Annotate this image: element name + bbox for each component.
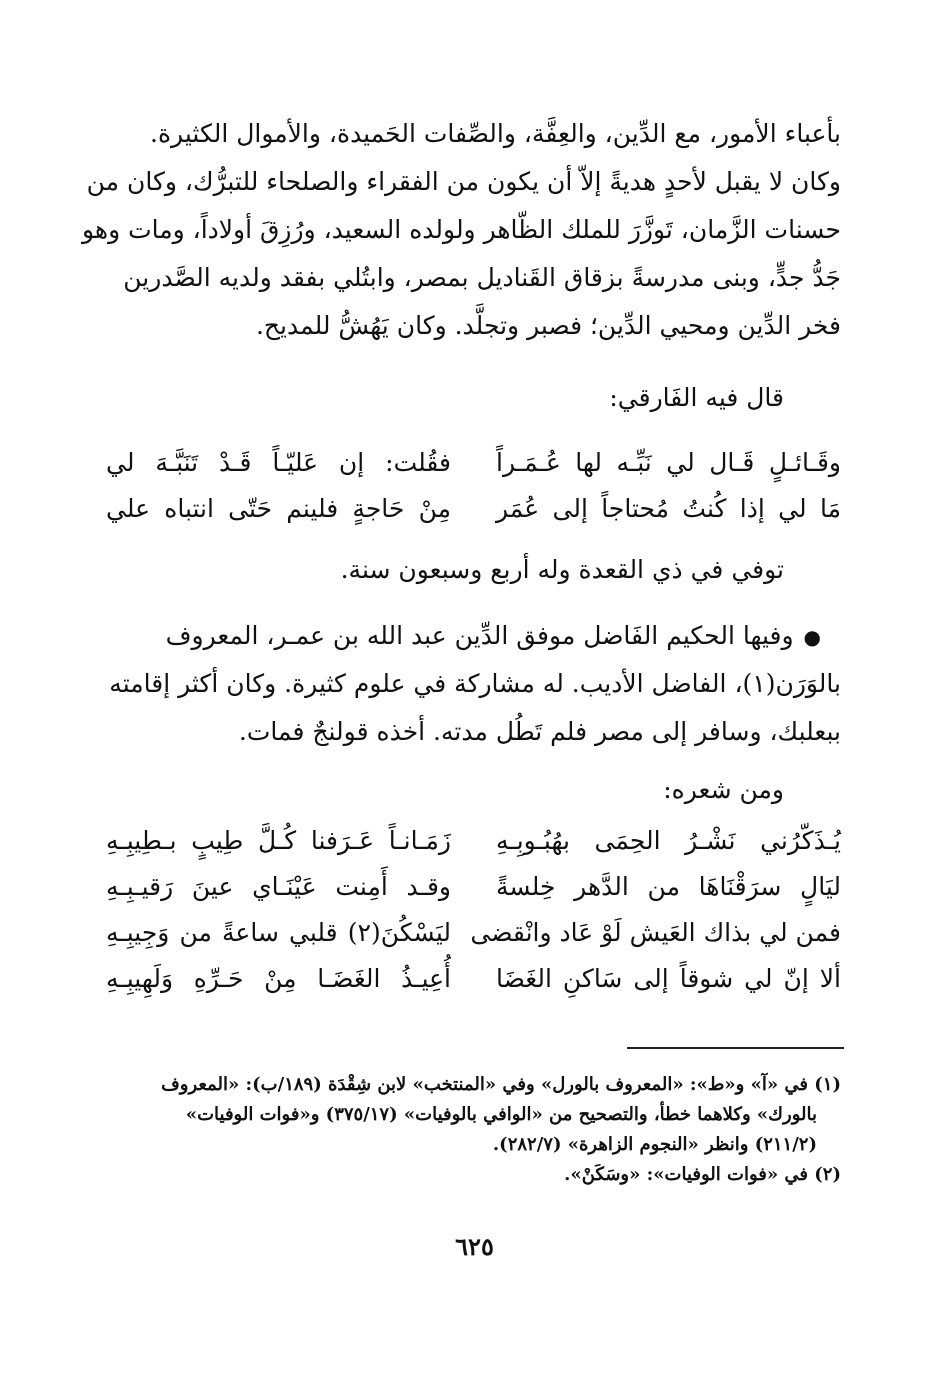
footnotes — [101, 1070, 841, 1190]
death-note: توفي في ذي القعدة وله أربع وسبعون سنة. — [340, 555, 784, 584]
text-line: حسنات الزَّمان، تَوزَّرَ للملك الظّاهر ولولده السعيد، ورُزِقَ أولاداً، ومات وهو — [81, 215, 841, 244]
verse-hemistich: وقَـائـلٍ قَـال لي نَبِّـه لها عُـمَـراً — [496, 448, 841, 477]
poem-2-intro: ومن شعره: — [663, 775, 784, 804]
verse-hemistich: وقـد أَمِنت عَيْنَـاي عينَ رَقيـبِـهِ — [106, 872, 451, 901]
poem-1 — [106, 440, 841, 532]
footnote-line: بالورك» وكلاهما خطأ، والتصحيح من «الوافي بالوفيات» (٣٧٥/١٧) و«فوات الوفيات» — [185, 1104, 817, 1125]
verse-hemistich: ليَالٍ سرَقْنَاهَا من الدَّهر خِلسةً — [496, 872, 841, 901]
verse-line — [106, 864, 841, 910]
verse-line — [106, 486, 841, 532]
verse-hemistich: أُعِيـذُ الغَضَـا مِنْ حَـرِّهِ وَلَهِيبِـهِ — [106, 964, 451, 993]
footnote-line: (٢١١/٢) وانظر «النجوم الزاهرة» (٢٨٢/٧). — [492, 1134, 817, 1155]
verse-hemistich: يُـذَكّرُني نَشْـرُ الحِمَى بهُبُـوبِـهِ — [496, 826, 841, 855]
footnote-line: (١) في «آ» و«ط»: «المعروف بالورل» وفي «المنتخب» لابن شِقْدَة (١٨٩/ب): «المعروف — [161, 1074, 841, 1095]
verse-line — [106, 910, 841, 956]
text-line-body: وفيها الحكيم الفَاضل موفق الدِّين عبد الله بن عمـر، المعروف — [165, 621, 794, 650]
footnote-divider — [627, 1047, 844, 1049]
text-line: فخر الدِّين ومحيي الدِّين؛ فصبر وتجلَّد. وكان يَهُشُّ للمديح. — [255, 311, 841, 340]
page-number: ٦٢٥ — [455, 1232, 494, 1261]
verse-hemistich: مَا لي إذا كُنتُ مُحتاجاً إلى عُمَر — [496, 494, 841, 523]
verse-line — [106, 440, 841, 486]
text-line: بأعباء الأمور، مع الدِّين، والعِفَّة، والصِّفات الحَميدة، والأموال الكثيرة. — [150, 119, 841, 148]
verse-hemistich: ليَسْكُنَ(٢) قلبي ساعةً من وَجِيبِـهِ — [106, 918, 451, 947]
poem-1-intro: قال فيه الفَارقي: — [609, 383, 784, 412]
text-line: جَدُّ جدٍّ، وبنى مدرسةً بزقاق القَناديل بمصر، وابتُلي بفقد ولديه الصَّدرين — [123, 263, 841, 292]
verse-hemistich: ألا إنّ لي شوقاً إلى سَاكنِ الغَضَا — [496, 964, 841, 993]
poem-2 — [106, 818, 841, 1002]
bullet-icon: ● — [803, 625, 821, 649]
verse-hemistich: زَمَـانـاً عَـرَفنا كُـلَّ طِيبٍ بـطِيبِـهِ — [106, 826, 451, 855]
paragraph-2 — [106, 612, 841, 756]
verse-hemistich: فمن لي بذاك العَيش لَوْ عَاد وانْقضى — [470, 918, 841, 947]
text-line: وكان لا يقبل لأحدٍ هديةً إلاّ أن يكون من الفقراء والصلحاء للتبرُّك، وكان من — [86, 167, 841, 196]
verse-hemistich: فقُلت: إن عَليّـاً قَـدْ تَنَبَّـهَ لي — [106, 448, 451, 477]
text-line — [106, 612, 841, 660]
text-line: ببعلبك، وسافر إلى مصر فلم تَطُل مدته. أخذه قولنجٌ فمات. — [238, 717, 841, 746]
verse-line — [106, 818, 841, 864]
verse-line — [106, 956, 841, 1002]
paragraph-1 — [81, 110, 841, 350]
text-line: بالوَرَن(١)، الفاضل الأديب. له مشاركة في علوم كثيرة. وكان أكثر إقامته — [109, 669, 841, 698]
verse-hemistich: مِنْ حَاجةٍ فلينم حَتّى انتباه علي — [106, 494, 451, 523]
footnote-line: (٢) في «فوات الوفيات»: «وسَكَنْ». — [564, 1164, 841, 1185]
